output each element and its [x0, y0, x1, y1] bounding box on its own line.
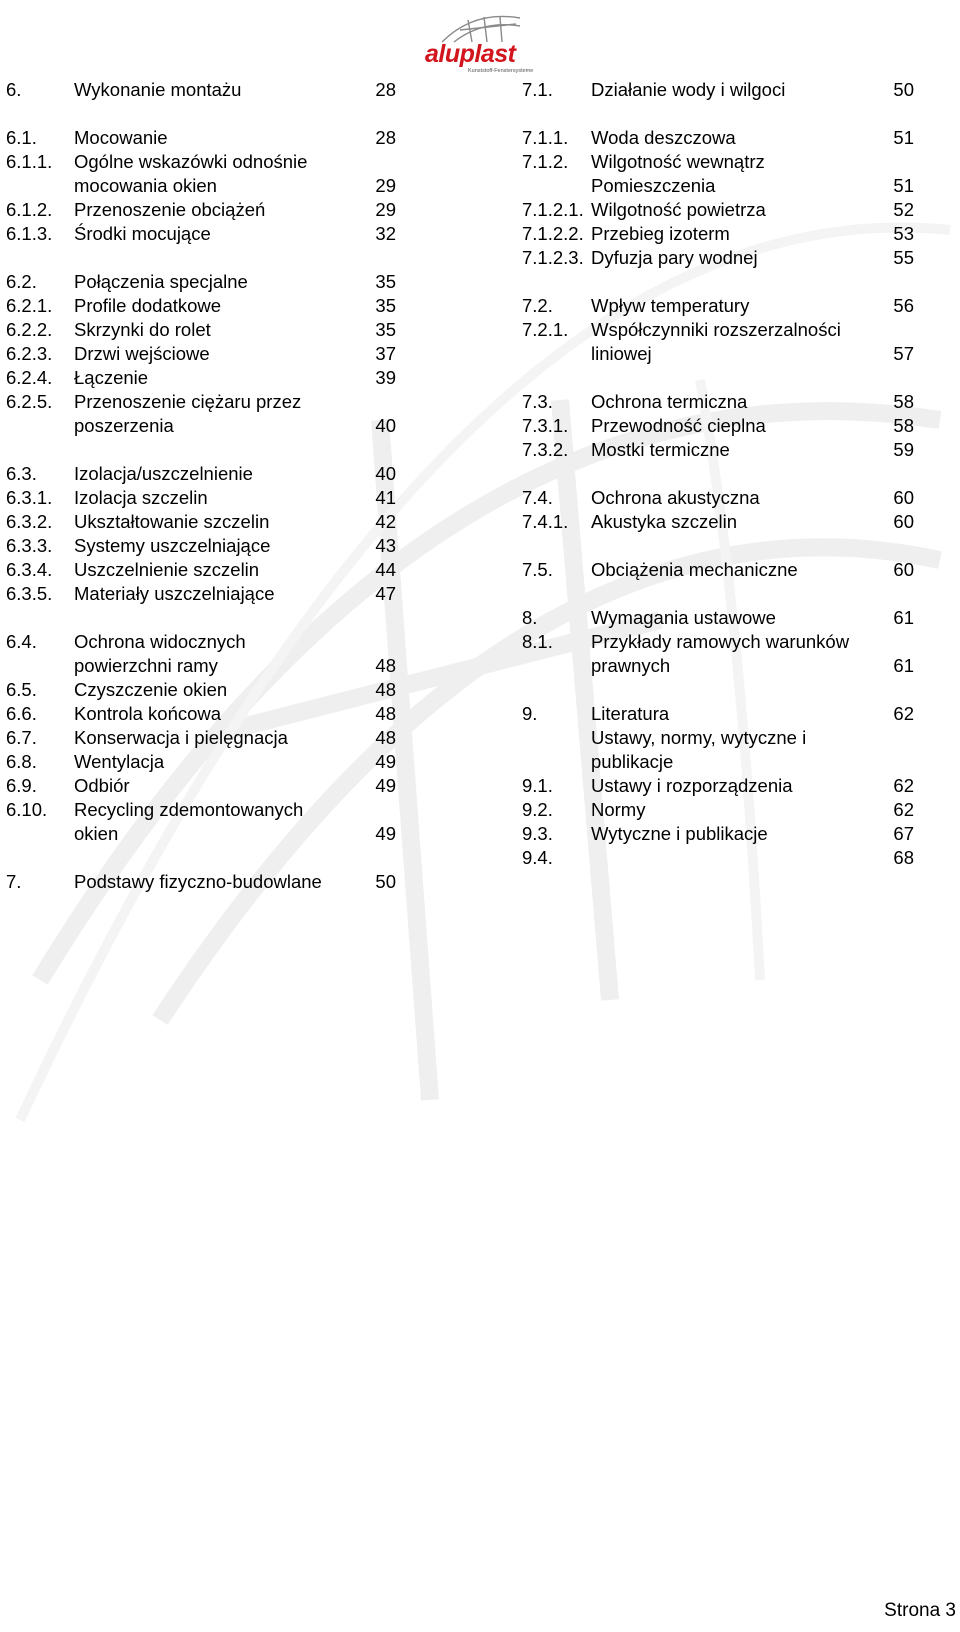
toc-entry-number: 6.5. [6, 679, 37, 700]
toc-entry-number: 6.2. [6, 271, 37, 292]
toc-entry-title: Mostki termiczne [591, 439, 730, 460]
toc-entry-title: Wymagania ustawowe [591, 607, 776, 628]
toc-entry-title: Ochrona akustyczna [591, 487, 760, 508]
toc-entry-number: 6.2.1. [6, 295, 53, 316]
toc-entry-title: Łączenie [74, 367, 149, 388]
toc-entry [0, 750, 960, 774]
toc-entry-page: 35 [375, 295, 396, 316]
toc-entry-title: Konserwacja i pielęgnacja [74, 727, 288, 748]
toc-entry [0, 366, 960, 390]
toc-entry-number: 6.10. [6, 799, 48, 820]
toc-entry-number: 7.4. [522, 487, 553, 508]
toc-entry-page: 47 [375, 583, 396, 604]
toc-entry-title: Działanie wody i wilgoci [591, 79, 786, 100]
aluplast-logo [424, 12, 534, 72]
toc-entry [0, 678, 960, 702]
toc-entry-title: Drzwi wejściowe [74, 343, 210, 364]
toc-entry-page: 59 [893, 439, 914, 460]
toc-entry-title: Czyszczenie okien [74, 679, 228, 700]
toc-entry-title: Środki mocujące [74, 223, 211, 244]
toc-entry-page: 57 [893, 343, 914, 364]
toc-entry-page: 52 [893, 199, 914, 220]
toc-entry-number: 7.4.1. [522, 511, 569, 532]
toc-entry-page: 51 [893, 127, 914, 148]
toc-entry-number: 6.9. [6, 775, 37, 796]
toc-entry-number: 7.2.1. [522, 319, 569, 340]
toc-entry-number: 7.1.2.3. [522, 247, 584, 268]
toc-entry [0, 654, 960, 678]
toc-entry-page: 61 [893, 607, 914, 628]
toc-entry-number: 6.2.5. [6, 391, 53, 412]
toc-entry-page: 43 [375, 535, 396, 556]
toc-entry [0, 774, 960, 798]
toc-entry-title: Izolacja/uszczelnienie [74, 463, 253, 484]
toc-entry-title: Przykłady ramowych warunków [591, 631, 850, 652]
toc-entry-title: okien [74, 823, 119, 844]
toc-entry [0, 510, 960, 534]
toc-entry-number: 6. [6, 79, 22, 100]
toc-entry [0, 126, 960, 150]
toc-entry-number: 6.3.4. [6, 559, 53, 580]
toc-entry-page: 67 [893, 823, 914, 844]
toc-entry-title: prawnych [591, 655, 671, 676]
toc-entry-page: 48 [375, 727, 396, 748]
toc-entry-page: 55 [893, 247, 914, 268]
toc-entry-number: 6.1.3. [6, 223, 53, 244]
toc-entry-number: 6.4. [6, 631, 37, 652]
toc-entry [0, 534, 960, 558]
toc-entry-page: 48 [375, 703, 396, 724]
toc-entry [0, 414, 960, 438]
toc-entry-title: Przenoszenie obciążeń [74, 199, 266, 220]
toc-entry-number: 6.3.2. [6, 511, 53, 532]
toc-entry-page: 39 [375, 367, 396, 388]
toc-entry-page: 61 [893, 655, 914, 676]
toc-entry-number: 7.3.1. [522, 415, 569, 436]
toc-entry [0, 702, 960, 726]
toc-entry-page: 62 [893, 775, 914, 796]
toc-entry-title: Przewodność cieplna [591, 415, 766, 436]
toc-entry-page: 68 [893, 847, 914, 868]
toc-entry-title: Ochrona termiczna [591, 391, 748, 412]
toc-entry-title: Materiały uszczelniające [74, 583, 275, 604]
toc-entry-page: 29 [375, 175, 396, 196]
toc-entry-number: 6.1.2. [6, 199, 53, 220]
toc-entry-number: 6.6. [6, 703, 37, 724]
toc-entry-number: 6.3.5. [6, 583, 53, 604]
toc-entry-number: 8. [522, 607, 538, 628]
toc-entry-page: 29 [375, 199, 396, 220]
toc-entry-title: Skrzynki do rolet [74, 319, 211, 340]
toc-entry [0, 222, 960, 246]
toc-entry-page: 35 [375, 319, 396, 340]
toc-entry-number: 9.3. [522, 823, 553, 844]
toc-entry-number: 6.2.2. [6, 319, 53, 340]
toc-entry [0, 174, 960, 198]
toc-entry-number: 9. [522, 703, 538, 724]
toc-entry-title: Ustawy i rozporządzenia [591, 775, 793, 796]
toc-entry-page: 60 [893, 511, 914, 532]
toc-entry-number: 9.4. [522, 847, 553, 868]
toc-entry-title: Przenoszenie ciężaru przez [74, 391, 302, 412]
toc-entry [0, 198, 960, 222]
toc-entry [0, 798, 960, 822]
toc-entry-title: Ukształtowanie szczelin [74, 511, 270, 532]
toc-entry [0, 318, 960, 342]
toc-entry-title: Pomieszczenia [591, 175, 716, 196]
toc-entry-number: 7.1.2. [522, 151, 569, 172]
toc-entry-page: 49 [375, 751, 396, 772]
toc-entry-title: Akustyka szczelin [591, 511, 737, 532]
toc-entry-page: 49 [375, 823, 396, 844]
toc-entry-title: powierzchni ramy [74, 655, 218, 676]
toc-entry-page: 53 [893, 223, 914, 244]
toc-entry-title: Uszczelnienie szczelin [74, 559, 260, 580]
toc-entry-title: Wilgotność powietrza [591, 199, 766, 220]
toc-entry-number: 6.1.1. [6, 151, 53, 172]
toc-entry-page: 42 [375, 511, 396, 532]
toc-entry [0, 558, 960, 582]
toc-entry-title: Wilgotność wewnątrz [591, 151, 765, 172]
toc-entry-title: Wytyczne i publikacje [591, 823, 768, 844]
toc-entry-page: 51 [893, 175, 914, 196]
toc-entry-title: Wykonanie montażu [74, 79, 242, 100]
toc-entry-page: 48 [375, 679, 396, 700]
toc-entry-page: 37 [375, 343, 396, 364]
toc-entry [0, 150, 960, 174]
toc-entry-number: 7.1. [522, 79, 553, 100]
toc-entry-number: 6.2.4. [6, 367, 53, 388]
toc-entry [0, 294, 960, 318]
toc-entry-title: Wentylacja [74, 751, 165, 772]
toc-entry-title: Profile dodatkowe [74, 295, 222, 316]
toc-entry [0, 822, 960, 846]
toc-entry-title: Dyfuzja pary wodnej [591, 247, 758, 268]
toc-entry-title: Mocowanie [74, 127, 168, 148]
toc-entry-number: 7.3.2. [522, 439, 569, 460]
toc-entry [0, 870, 960, 894]
logo-wordmark: aluplast [425, 40, 516, 68]
toc-entry-number: 7.3. [522, 391, 553, 412]
toc-entry-page: 49 [375, 775, 396, 796]
toc-entry [0, 342, 960, 366]
toc-entry-number: 6.7. [6, 727, 37, 748]
toc-entry [0, 78, 960, 102]
toc-entry-title: Normy [591, 799, 646, 820]
toc-entry-page: 58 [893, 391, 914, 412]
toc-entry-number: 6.1. [6, 127, 37, 148]
toc-entry [0, 246, 960, 270]
toc-entry-title: publikacje [591, 751, 674, 772]
toc-entry-page: 41 [375, 487, 396, 508]
toc-entry-page: 56 [893, 295, 914, 316]
toc-entry-title: Współczynniki rozszerzalności [591, 319, 841, 340]
toc-entry-title: Ochrona widocznych [74, 631, 246, 652]
toc-entry-number: 7. [6, 871, 22, 892]
logo-tagline: Kunststoff-Fenstersysteme [468, 68, 534, 74]
toc-entry-page: 62 [893, 799, 914, 820]
toc-entry-number: 9.1. [522, 775, 553, 796]
toc-entry-number: 6.3.3. [6, 535, 53, 556]
toc-entry-page: 40 [375, 463, 396, 484]
toc-entry-title: Odbiór [74, 775, 130, 796]
toc-entry-title: mocowania okien [74, 175, 217, 196]
toc-entry [0, 486, 960, 510]
toc-entry-title: poszerzenia [74, 415, 174, 436]
toc-entry [0, 630, 960, 654]
toc-entry-title: Obciążenia mechaniczne [591, 559, 798, 580]
page-number: Strona 3 [884, 1600, 956, 1621]
toc-entry-title: Przebieg izoterm [591, 223, 730, 244]
toc-entry-number: 7.1.2.2. [522, 223, 584, 244]
toc-entry-number: 6.2.3. [6, 343, 53, 364]
toc-entry-title: Literatura [591, 703, 670, 724]
toc-entry [0, 390, 960, 414]
toc-entry [0, 726, 960, 750]
toc-entry-page: 35 [375, 271, 396, 292]
toc-entry-number: 6.8. [6, 751, 37, 772]
toc-entry-number: 7.1.1. [522, 127, 569, 148]
toc-entry-title: Ogólne wskazówki odnośnie [74, 151, 308, 172]
toc-entry-number: 7.1.2.1. [522, 199, 584, 220]
toc-entry-title: Wpływ temperatury [591, 295, 750, 316]
toc-entry-number: 9.2. [522, 799, 553, 820]
toc-entry-page: 48 [375, 655, 396, 676]
toc-entry [0, 846, 960, 870]
toc-entry-title: Izolacja szczelin [74, 487, 208, 508]
toc-entry-title: Podstawy fizyczno-budowlane [74, 871, 322, 892]
toc-entry-title: Systemy uszczelniające [74, 535, 271, 556]
toc-entry-page: 60 [893, 487, 914, 508]
toc-entry-page: 50 [893, 79, 914, 100]
toc-entry-title: Ustawy, normy, wytyczne i [591, 727, 807, 748]
toc-entry-number: 7.5. [522, 559, 553, 580]
toc-entry [0, 438, 960, 462]
toc-entry-title: liniowej [591, 343, 652, 364]
toc-entry-page: 44 [375, 559, 396, 580]
toc-entry-number: 7.2. [522, 295, 553, 316]
toc-entry-number: 6.3.1. [6, 487, 53, 508]
toc-entry-page: 32 [375, 223, 396, 244]
toc-entry-title: Połączenia specjalne [74, 271, 248, 292]
toc-entry-page: 60 [893, 559, 914, 580]
toc-entry-page: 50 [375, 871, 396, 892]
toc-entry-page: 28 [375, 79, 396, 100]
toc-entry-title: Recycling zdemontowanych [74, 799, 304, 820]
toc-entry [0, 606, 960, 630]
toc-entry-number: 8.1. [522, 631, 553, 652]
toc-entry-page: 58 [893, 415, 914, 436]
toc-entry-page: 40 [375, 415, 396, 436]
toc-entry [0, 462, 960, 486]
toc-entry-number: 6.3. [6, 463, 37, 484]
toc-entry [0, 270, 960, 294]
toc-entry-title: Woda deszczowa [591, 127, 736, 148]
toc-entry-title: Kontrola końcowa [74, 703, 222, 724]
toc-entry-page: 28 [375, 127, 396, 148]
toc-entry [0, 582, 960, 606]
toc-entry-page: 62 [893, 703, 914, 724]
